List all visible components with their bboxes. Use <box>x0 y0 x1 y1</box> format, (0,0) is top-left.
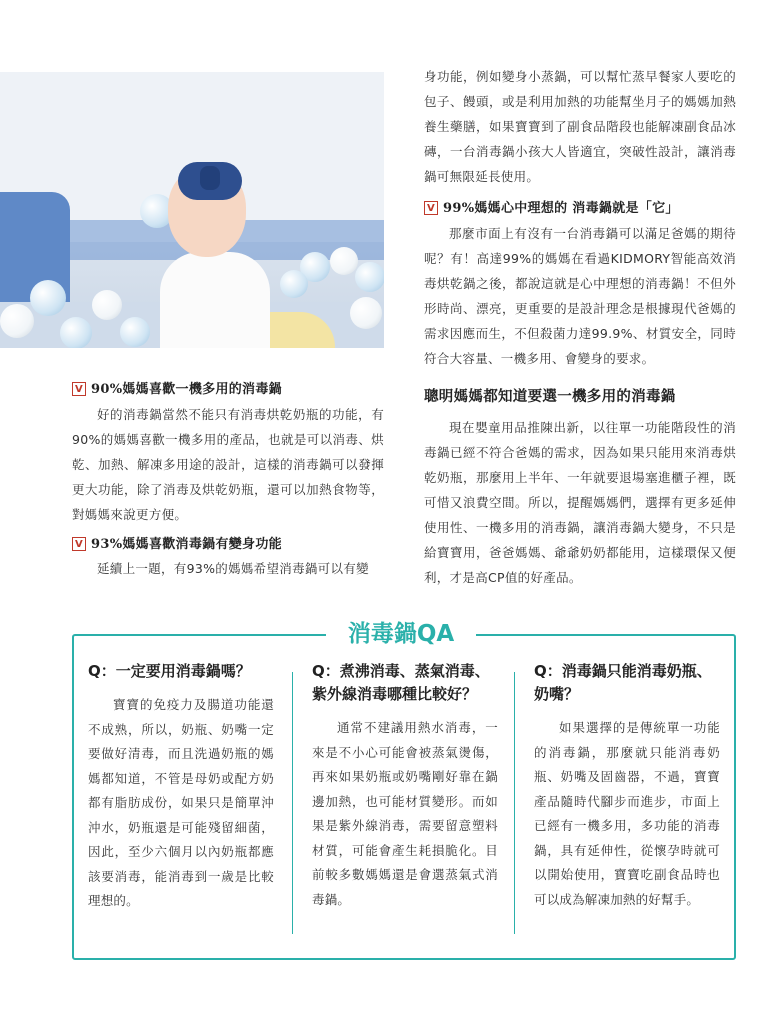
qa-answer: 寶寶的免疫力及腸道功能還不成熟，所以，奶瓶、奶嘴一定要做好清毒，而且洗過奶瓶的媽媽都知道，不管是母奶或配方奶都有脂肪成份，如果只是簡單沖沖水，奶瓶還是可能殘留細菌，因此，至少六個月以內奶瓶都應該要消毒，能消毒到一歲是比較理想的。 <box>88 697 274 908</box>
right-column <box>424 64 736 590</box>
left-subhead-2: V 93%媽媽喜歡消毒鍋有變身功能 <box>72 533 384 555</box>
baby-photo <box>0 72 384 348</box>
left-subhead-1: V 90%媽媽喜歡一機多用的消毒鍋 <box>72 378 384 400</box>
right-paragraph-0: 身功能，例如變身小蒸鍋，可以幫忙蒸早餐家人要吃的包子、饅頭，或是利用加熱的功能幫坐月子的媽媽加熱養生藥膳，如果寶寶到了副食品階段也能解凍副食品冰磚，一台消毒鍋小孩大人皆適宜，突破性設計，讓消毒鍋可無限延長使用。 <box>424 69 736 184</box>
right-paragraph-1: 那麼市面上有沒有一台消毒鍋可以滿足爸媽的期待呢？有！高達99%的媽媽在看過KIDMORY智能高效消毒烘乾鍋之後，都說這就是心中理想的消毒鍋！不但外形時尚、漂亮，更重要的是設計理念是根據現代爸媽的需求因應而生，不但殺菌力達99.9%、材質安全，同時符合大容量、一機多用、會變身的要求。 <box>424 226 736 366</box>
check-icon: V <box>72 382 86 396</box>
right-paragraph-2: 現在嬰童用品推陳出新，以往單一功能階段性的消毒鍋已經不符合爸媽的需求，因為如果只能用來消毒烘乾奶瓶，那麼用上半年、一年就要退場塞進櫃子裡，既可惜又浪費空間。所以，提醒媽媽們，選擇有更多延伸使用性、一機多用的消毒鍋，讓消毒鍋大變身，不只是給寶寶用，爸爸媽媽、爺爺奶奶都能用，這樣環保又便利，才是高CP值的好產品。 <box>424 420 736 585</box>
qa-divider <box>292 672 293 934</box>
qa-item-3 <box>534 660 720 912</box>
right-heading-2: 聰明媽媽都知道要選一機多用的消毒鍋 <box>424 389 676 405</box>
qa-question: Q：消毒鍋只能消毒奶瓶、奶嘴？ <box>534 662 712 703</box>
left-column <box>72 378 384 581</box>
qa-answer: 如果選擇的是傳統單一功能的消毒鍋，那麼就只能消毒奶瓶、奶嘴及固齒器，不過，寶寶產品隨時代腳步而進步，市面上已經有一機多用，多功能的消毒鍋，具有延伸性，從懷孕時就可以開始使用，寶寶吃副食品時也可以成為解凍加熱的好幫手。 <box>534 720 720 907</box>
qa-title: 消毒鍋QA <box>326 614 476 654</box>
qa-answer: 通常不建議用熱水消毒，一來是不小心可能會被蒸氣燙傷，再來如果奶瓶或奶嘴剛好靠在鍋邊加熱，也可能材質變形。而如果是紫外線消毒，需要留意塑料材質，可能會產生耗損脆化。目前較多數媽媽還是會選蒸氣式消毒鍋。 <box>312 720 498 907</box>
qa-divider <box>514 672 515 934</box>
qa-item-2 <box>312 660 498 912</box>
right-subhead-1: V 99%媽媽心中理想的 消毒鍋就是「它」 <box>424 197 736 219</box>
left-paragraph-2: 延續上一題，有93%的媽媽希望消毒鍋可以有變 <box>97 561 369 576</box>
check-icon: V <box>72 537 86 551</box>
check-icon: V <box>424 201 438 215</box>
qa-question: Q：煮沸消毒、蒸氣消毒、紫外線消毒哪種比較好？ <box>312 662 490 703</box>
qa-item-1 <box>88 660 274 914</box>
qa-question: Q：一定要用消毒鍋嗎？ <box>88 662 251 680</box>
left-paragraph-1: 好的消毒鍋當然不能只有消毒烘乾奶瓶的功能，有90%的媽媽喜歡一機多用的產品，也就是可以消毒、烘乾、加熱、解凍多用途的設計，這樣的消毒鍋可以發揮更大功能，除了消毒及烘乾奶瓶，還可以加熱食物等，對媽媽來說更方便。 <box>72 407 384 522</box>
